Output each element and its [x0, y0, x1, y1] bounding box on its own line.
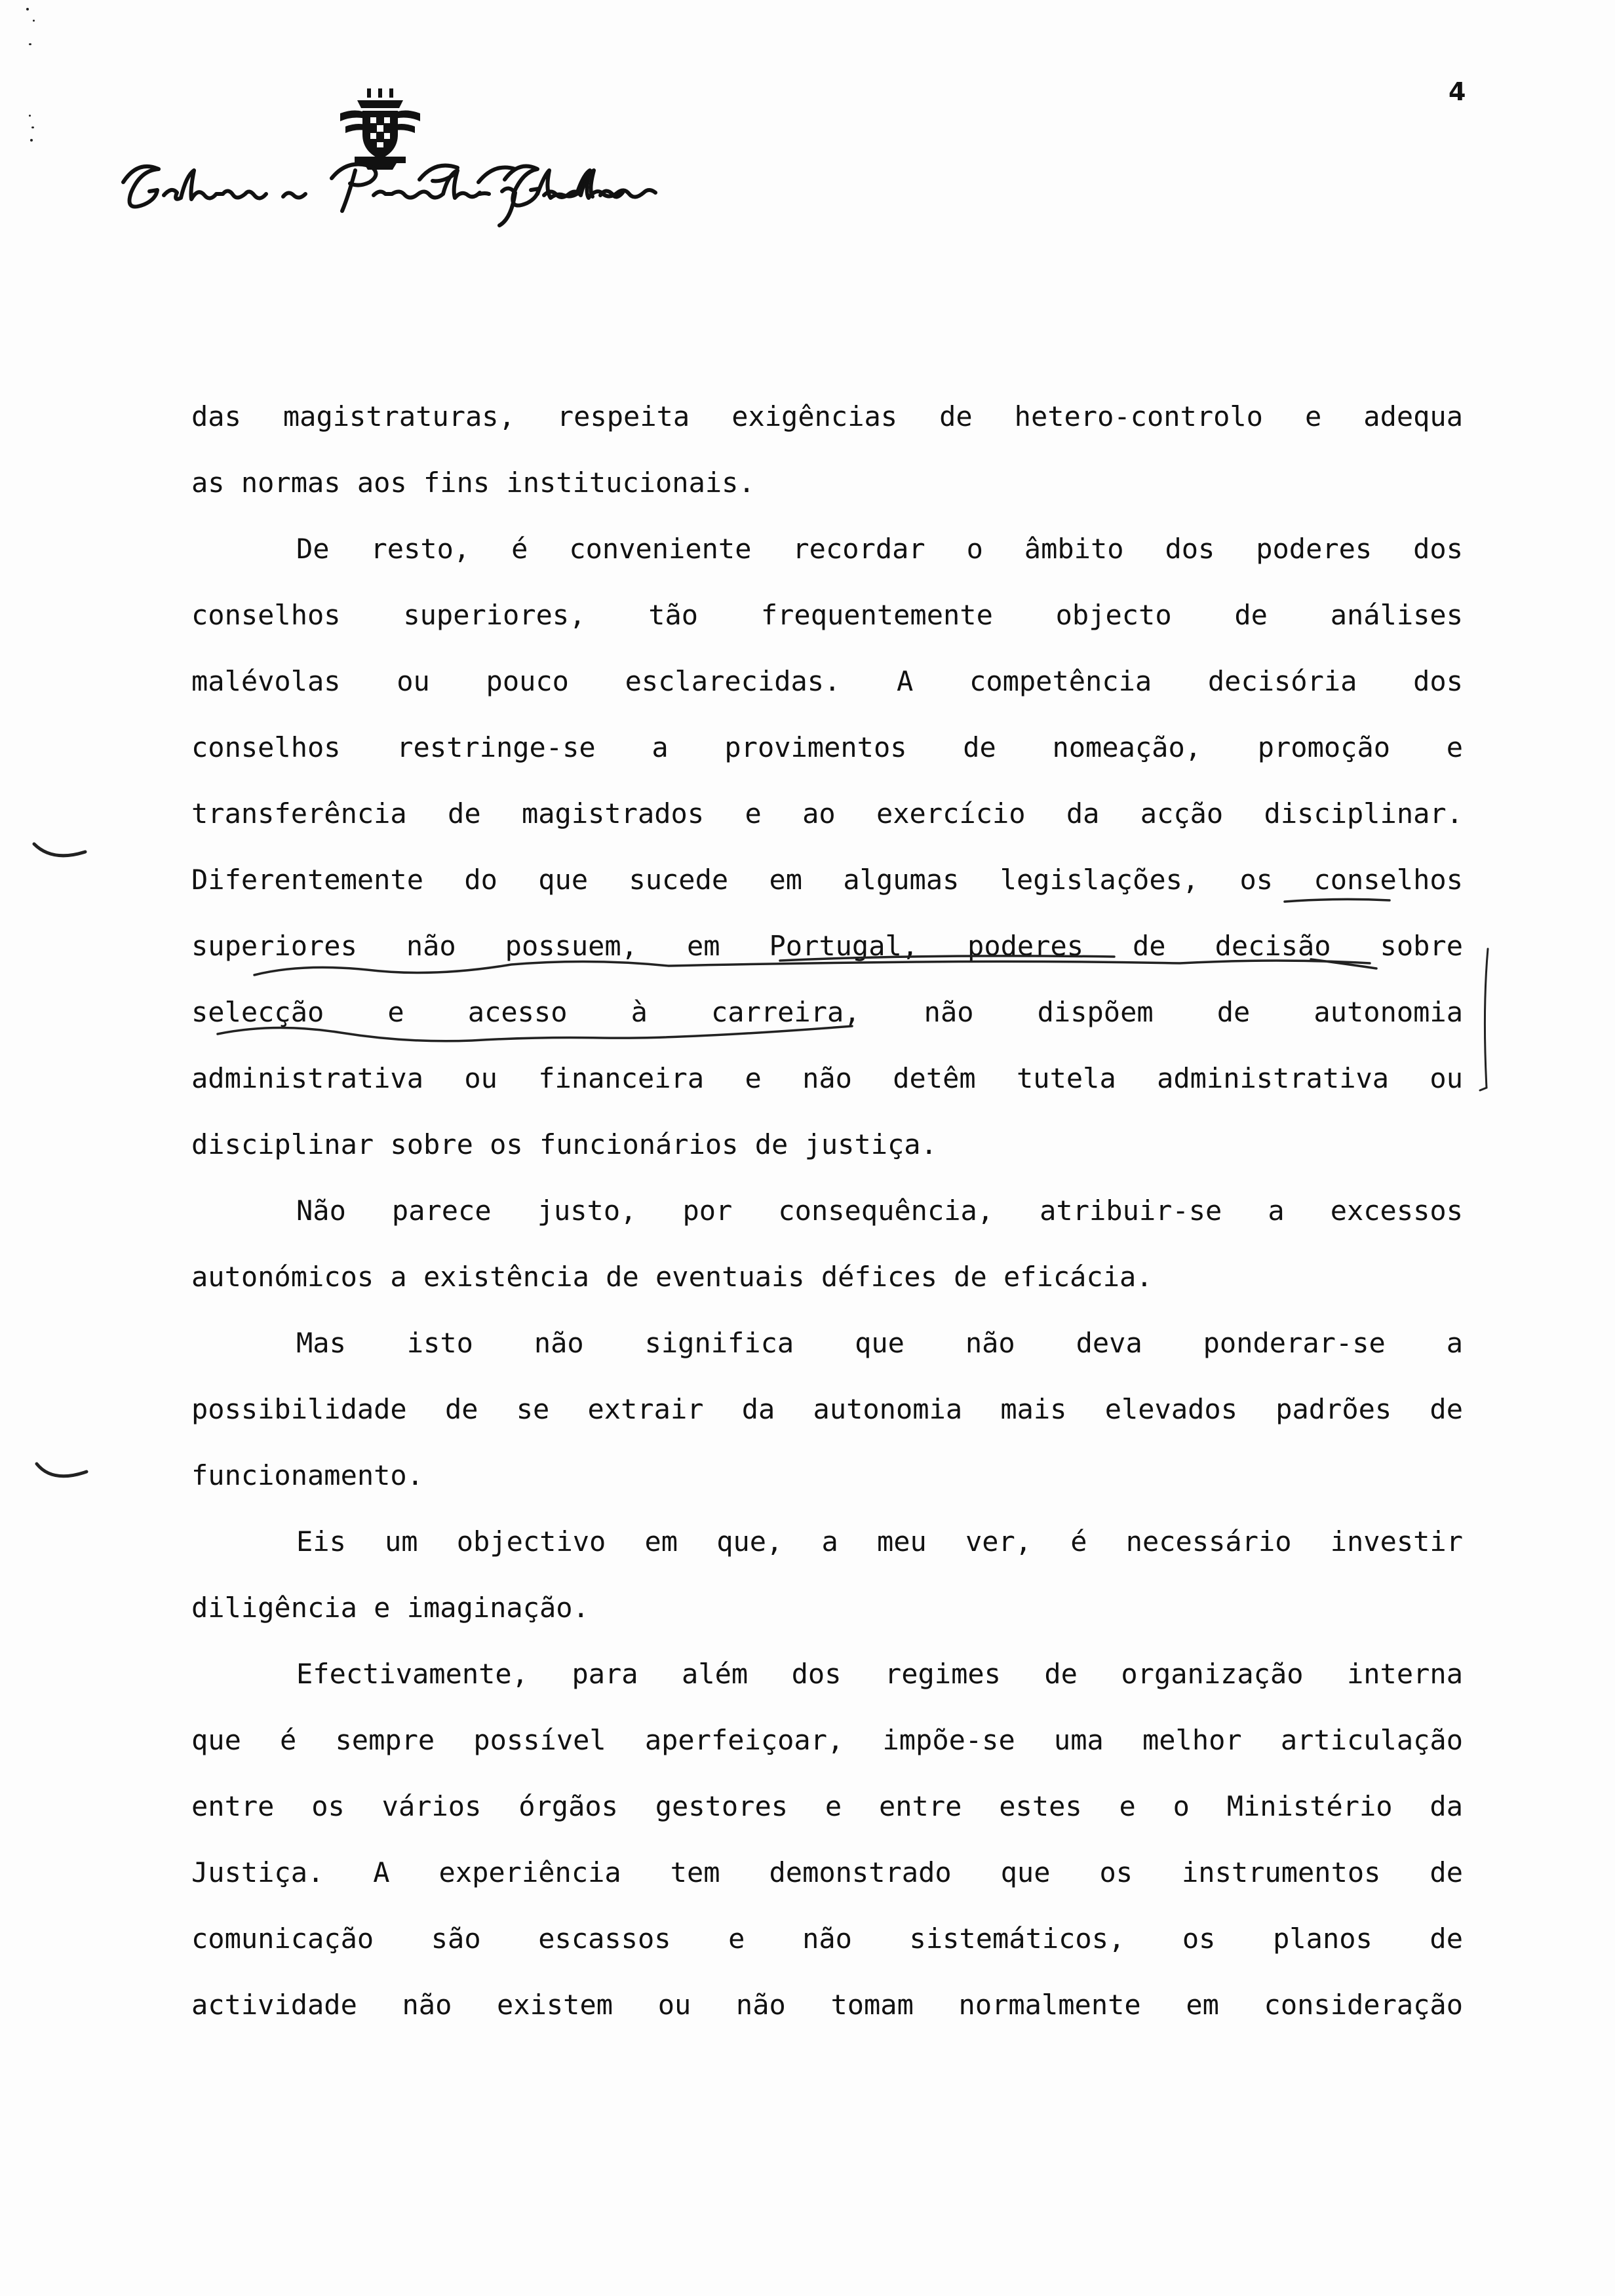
text-line: Não parece justo, por consequência, atribuir-se a excessos	[296, 1195, 1463, 1227]
text-line: possibilidade de se extrair da autonomia mais elevados padrões de	[191, 1393, 1463, 1425]
text-line: superiores não possuem, em Portugal, poderes de decisão sobre	[191, 930, 1463, 962]
text-line: actividade não existem ou não tomam normalmente em consideração	[191, 1989, 1463, 2021]
text-line: Diferentemente do que sucede em algumas legislações, os conselhos	[191, 864, 1463, 896]
text-line: administrativa ou financeira e não detêm tutela administrativa ou	[191, 1062, 1463, 1094]
text-line: as normas aos fins institucionais.	[191, 467, 755, 499]
margin-check-mark	[37, 1464, 87, 1476]
text-line: conselhos restringe-se a provimentos de nomeação, promoção e	[191, 731, 1463, 763]
text-line: entre os vários órgãos gestores e entre estes e o Ministério da	[191, 1790, 1463, 1822]
text-line: transferência de magistrados e ao exercício da acção disciplinar.	[191, 797, 1463, 830]
text-line: disciplinar sobre os funcionários de justiça.	[191, 1128, 937, 1160]
text-line: malévolas ou pouco esclarecidas. A competência decisória dos	[191, 665, 1463, 697]
text-line: diligência e imaginação.	[191, 1592, 589, 1624]
scan-speck	[33, 20, 35, 22]
margin-check-mark	[34, 844, 85, 856]
letterhead-office-name	[111, 156, 662, 228]
text-line: conselhos superiores, tão frequentemente objecto de análises	[191, 599, 1463, 631]
margin-bracket-mark	[1480, 949, 1488, 1090]
scan-speck	[26, 8, 29, 10]
scan-speck	[29, 115, 31, 117]
scan-speck	[29, 43, 31, 45]
text-line: Eis um objectivo em que, a meu ver, é necessário investir	[296, 1525, 1463, 1558]
text-line: De resto, é conveniente recordar o âmbito dos poderes dos	[296, 533, 1463, 565]
text-line: Mas isto não significa que não deva ponderar-se a	[296, 1327, 1463, 1359]
scan-speck	[30, 139, 33, 142]
text-line: selecção e acesso à carreira, não dispõem de autonomia	[191, 996, 1463, 1028]
page-number: 4	[1449, 77, 1466, 106]
text-line: comunicação são escassos e não sistemáticos, os planos de	[191, 1923, 1463, 1955]
text-line: Justiça. A experiência tem demonstrado que os instrumentos de	[191, 1856, 1463, 1888]
scan-speck	[31, 126, 34, 128]
text-line: das magistraturas, respeita exigências de hetero-controlo e adequa	[191, 400, 1463, 432]
document-body	[191, 383, 1463, 2038]
text-line: que é sempre possível aperfeiçoar, impõe-se uma melhor articulação	[191, 1724, 1463, 1756]
text-line: Efectivamente, para além dos regimes de organização interna	[296, 1658, 1463, 1690]
text-line: funcionamento.	[191, 1459, 424, 1491]
text-line: autonómicos a existência de eventuais défices de eficácia.	[191, 1261, 1153, 1293]
